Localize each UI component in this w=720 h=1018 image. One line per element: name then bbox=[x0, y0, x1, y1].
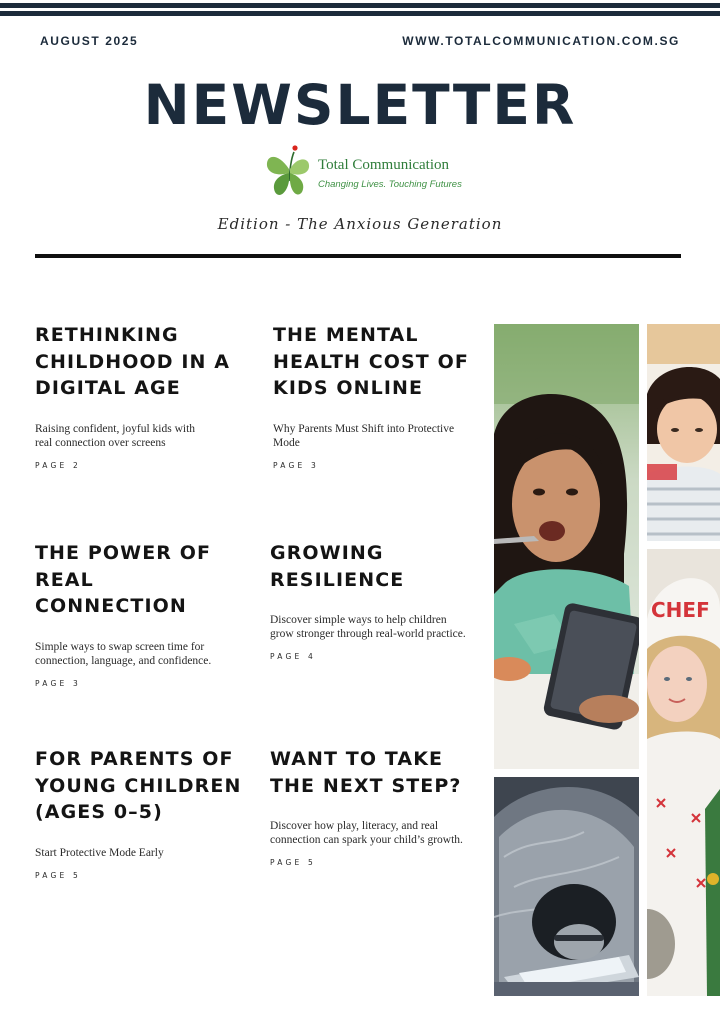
edition-subtitle: Edition - The Anxious Generation bbox=[217, 215, 503, 233]
logo-tagline: Changing Lives. Touching Futures bbox=[318, 179, 462, 190]
article-page: PAGE 4 bbox=[270, 652, 316, 661]
article-mental-health-cost[interactable] bbox=[273, 322, 483, 470]
photo-toddler-drawing bbox=[647, 324, 720, 541]
article-page: PAGE 3 bbox=[35, 678, 81, 688]
total-communication-logo bbox=[264, 143, 464, 201]
article-summary: Simple ways to swap screen time for connection, language, and confidence. bbox=[35, 640, 212, 667]
top-bar-thin bbox=[0, 11, 720, 16]
top-bar-thick bbox=[0, 3, 720, 8]
article-next-step[interactable] bbox=[270, 746, 480, 867]
article-title: GROWING RESILIENCE bbox=[270, 542, 405, 591]
newsletter-title: NEWSLETTER bbox=[143, 73, 577, 137]
article-summary: Discover simple ways to help children grow stronger through real-world practice. bbox=[270, 614, 466, 640]
photo-girl-eating-with-tablet bbox=[494, 324, 639, 769]
article-summary: Raising confident, joyful kids with real connection over screens bbox=[35, 422, 196, 449]
article-summary: Start Protective Mode Early bbox=[35, 846, 164, 859]
website-link[interactable]: WWW.TOTALCOMMUNICATION.COM.SG bbox=[402, 34, 680, 48]
chef-hat-label: CHEF bbox=[651, 598, 710, 622]
article-rethinking-childhood[interactable] bbox=[35, 322, 240, 470]
logo-name: Total Communication bbox=[318, 157, 450, 173]
article-page: PAGE 3 bbox=[273, 460, 319, 470]
article-title: WANT TO TAKE THE NEXT STEP? bbox=[270, 748, 462, 797]
article-page: PAGE 2 bbox=[35, 460, 81, 470]
butterfly-icon bbox=[264, 143, 314, 201]
article-summary: Discover how play, literacy, and real connection can spark your child’s growth. bbox=[270, 820, 463, 846]
article-page: PAGE 5 bbox=[35, 870, 81, 880]
article-power-of-connection[interactable] bbox=[35, 540, 240, 688]
article-summary: Why Parents Must Shift into Protective Mode bbox=[273, 422, 455, 449]
issue-date: AUGUST 2025 bbox=[40, 34, 139, 48]
photo-child-under-blanket bbox=[494, 777, 639, 996]
article-page: PAGE 5 bbox=[270, 858, 316, 867]
header-divider bbox=[35, 254, 681, 258]
article-growing-resilience[interactable] bbox=[270, 540, 475, 661]
article-title: THE MENTAL HEALTH COST OF KIDS ONLINE bbox=[273, 324, 469, 399]
article-title: THE POWER OF REAL CONNECTION bbox=[35, 542, 212, 617]
article-young-children[interactable] bbox=[35, 746, 250, 880]
photo-child-chef bbox=[647, 549, 720, 996]
article-title: RETHINKING CHILDHOOD IN A DIGITAL AGE bbox=[35, 324, 231, 399]
article-title: FOR PARENTS OF YOUNG CHILDREN (AGES 0–5) bbox=[35, 748, 242, 823]
